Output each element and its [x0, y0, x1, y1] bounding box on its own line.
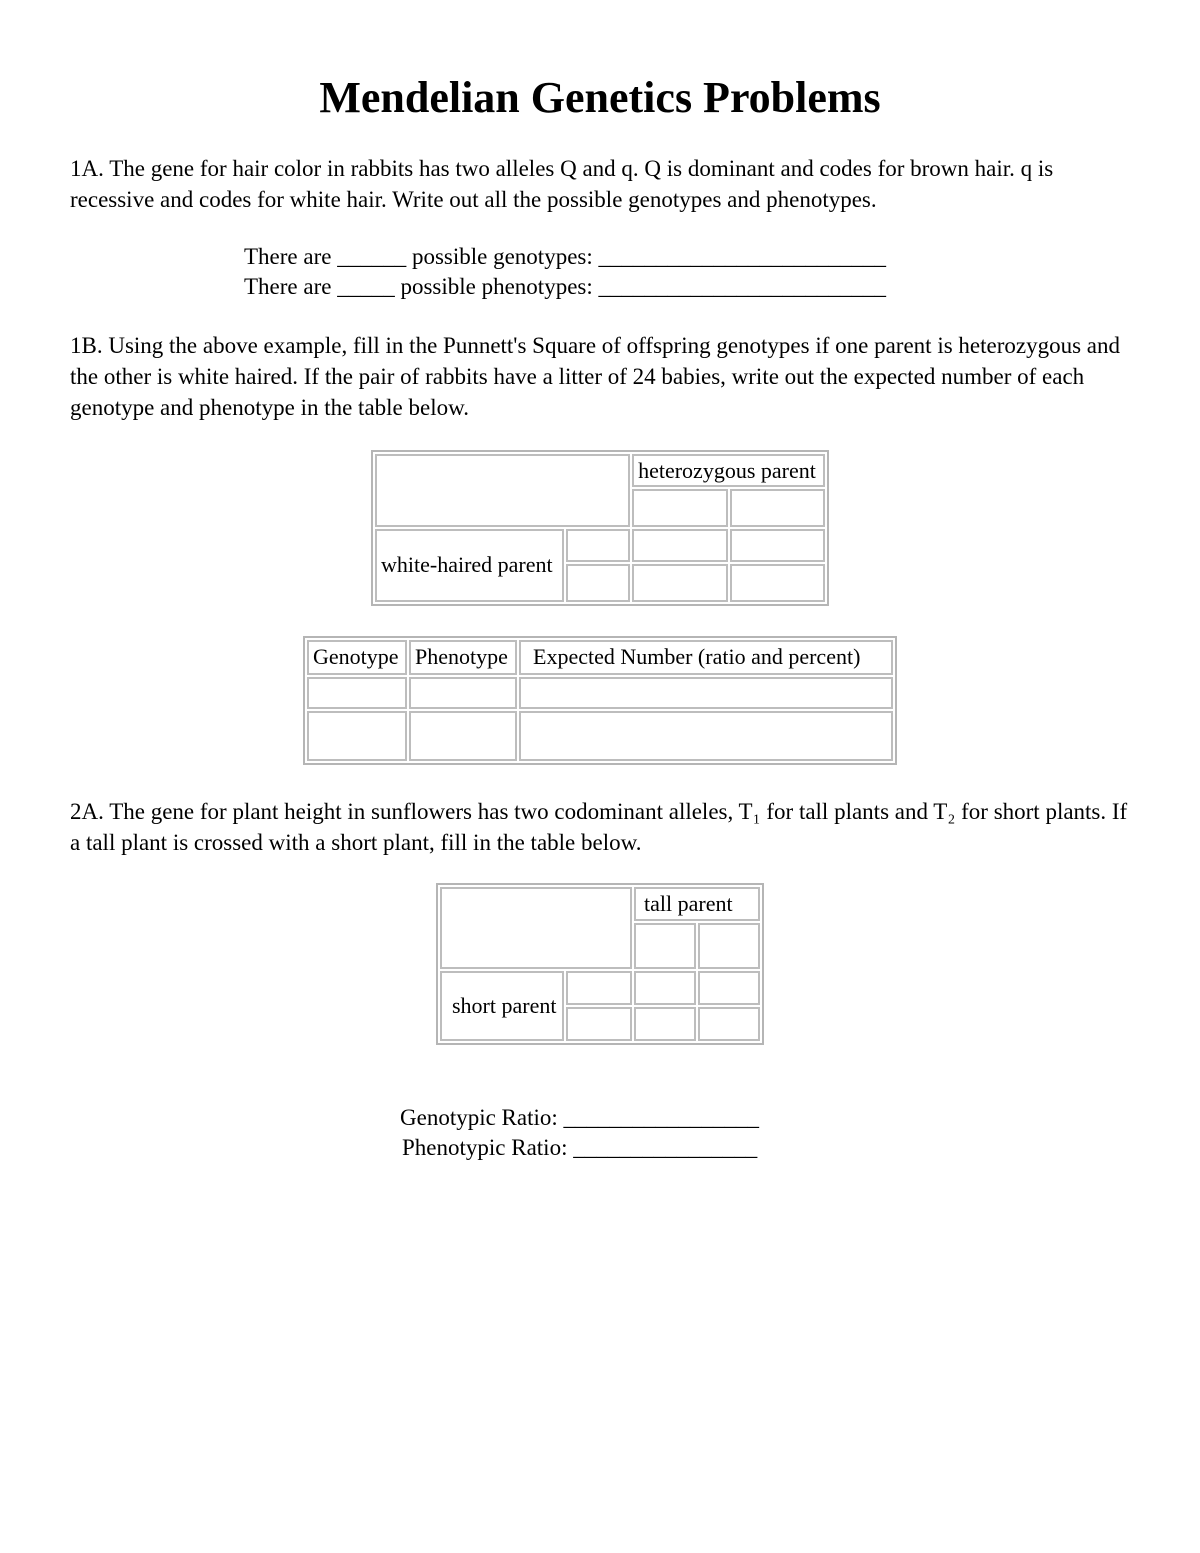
table-cell[interactable] [409, 677, 517, 710]
tall-parent-label: tall parent [634, 887, 760, 921]
offspring-cell[interactable] [698, 971, 760, 1005]
offspring-cell[interactable] [634, 1007, 696, 1041]
short-parent-label: short parent [440, 971, 564, 1041]
parent-allele-cell[interactable] [632, 489, 727, 527]
phenotypic-ratio-line[interactable]: Phenotypic Ratio: ________________ [402, 1135, 758, 1160]
column-header-phenotype: Phenotype [409, 640, 517, 675]
table-cell[interactable] [519, 711, 893, 761]
punnett-square-sunflowers [436, 883, 764, 1045]
parent-allele-cell[interactable] [566, 1007, 632, 1041]
offspring-cell[interactable] [698, 1007, 760, 1041]
parent-allele-cell[interactable] [566, 971, 632, 1005]
table-cell[interactable] [307, 677, 407, 710]
offspring-cell[interactable] [632, 529, 727, 562]
offspring-cell[interactable] [634, 971, 696, 1005]
expected-results-table [303, 636, 897, 765]
parent-allele-cell[interactable] [698, 923, 760, 970]
question-2a: 2A. The gene for plant height in sunflowers has two codominant alleles, T₁ for tall plants and T₂ for short plants. If a tall plant is crossed with a short plant, fill in the table below. [70, 799, 1128, 855]
punnett-corner-cell [375, 454, 630, 527]
offspring-cell[interactable] [632, 564, 727, 602]
offspring-cell[interactable] [730, 529, 825, 562]
table-cell[interactable] [307, 711, 407, 761]
page-title: Mendelian Genetics Problems [319, 73, 881, 122]
column-header-genotype: Genotype [307, 640, 407, 675]
punnett-square-rabbits [371, 450, 829, 606]
heterozygous-parent-label: heterozygous parent [632, 454, 825, 487]
parent-allele-cell[interactable] [730, 489, 825, 527]
phenotypes-answer-line[interactable]: There are _____ possible phenotypes: _________________________ [244, 274, 886, 299]
question-1b: 1B. Using the above example, fill in the Punnett's Square of offspring genotypes if one parent is heterozygous and the other is white haired. If the pair of rabbits have a litter of 24 babies, write out the expected number of each genotype and phenotype in the table below. [70, 333, 1120, 420]
genotypes-answer-line[interactable]: There are ______ possible genotypes: _________________________ [244, 244, 886, 269]
parent-allele-cell[interactable] [634, 923, 696, 970]
parent-allele-cell[interactable] [566, 529, 630, 562]
question-1a: 1A. The gene for hair color in rabbits has two alleles Q and q. Q is dominant and codes for brown hair. q is recessive and codes for white hair. Write out all the possible genotypes and phenotypes. [70, 156, 1054, 212]
genotypic-ratio-line[interactable]: Genotypic Ratio: _________________ [400, 1105, 760, 1130]
table-cell[interactable] [519, 677, 893, 710]
offspring-cell[interactable] [730, 564, 825, 602]
white-haired-parent-label: white-haired parent [375, 529, 564, 602]
punnett-corner-cell [440, 887, 632, 969]
table-cell[interactable] [409, 711, 517, 761]
column-header-expected-number: Expected Number (ratio and percent) [519, 640, 893, 675]
parent-allele-cell[interactable] [566, 564, 630, 602]
